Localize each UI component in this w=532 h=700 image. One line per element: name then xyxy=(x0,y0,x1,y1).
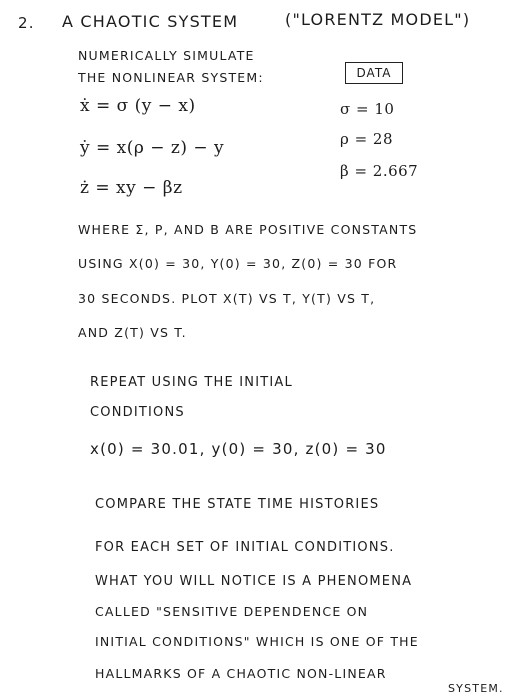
compare-line-6: HALLMARKS OF A CHAOTIC NON-LINEAR xyxy=(95,666,387,681)
problem-title: A CHAOTIC SYSTEM xyxy=(62,12,239,31)
intro-line-1: NUMERICALLY SIMULATE xyxy=(78,48,255,63)
param-sigma: σ = 10 xyxy=(340,100,395,118)
problem-number: 2. xyxy=(18,14,35,32)
equation-z-dot: ż = xy − βz xyxy=(80,178,183,198)
repeat-line-3: x(0) = 30.01, y(0) = 30, z(0) = 30 xyxy=(90,440,387,458)
conditions-line-4: AND Z(T) VS T. xyxy=(78,325,187,340)
compare-line-4: CALLED "SENSITIVE DEPENDENCE ON xyxy=(95,604,369,619)
data-box-label: DATA xyxy=(356,66,392,80)
repeat-line-2: CONDITIONS xyxy=(90,405,185,420)
compare-line-3: WHAT YOU WILL NOTICE IS A PHENOMENA xyxy=(95,574,413,589)
conditions-line-1: WHERE Σ, Ρ, AND Β ARE POSITIVE CONSTANTS xyxy=(78,222,418,237)
conditions-line-3: 30 SECONDS. PLOT X(T) VS T, Y(T) VS T, xyxy=(78,291,376,306)
compare-line-2: FOR EACH SET OF INITIAL CONDITIONS. xyxy=(95,540,395,555)
intro-line-2: THE NONLINEAR SYSTEM: xyxy=(78,70,264,85)
equation-x-dot: ẋ = σ (y − x) xyxy=(80,96,196,116)
repeat-line-1: REPEAT USING THE INITIAL xyxy=(90,375,293,390)
compare-line-1: COMPARE THE STATE TIME HISTORIES xyxy=(95,497,380,512)
compare-line-7: SYSTEM. xyxy=(448,682,504,695)
equation-y-dot: ẏ = x(ρ − z) − y xyxy=(80,138,225,158)
param-beta: β = 2.667 xyxy=(340,162,419,180)
compare-line-5: INITIAL CONDITIONS" WHICH IS ONE OF THE xyxy=(95,634,419,649)
problem-subtitle: ("LORENTZ MODEL") xyxy=(285,10,471,29)
conditions-line-2: USING X(0) = 30, Y(0) = 30, Z(0) = 30 FOR xyxy=(78,256,398,271)
data-box xyxy=(345,62,403,84)
param-rho: ρ = 28 xyxy=(340,130,394,148)
